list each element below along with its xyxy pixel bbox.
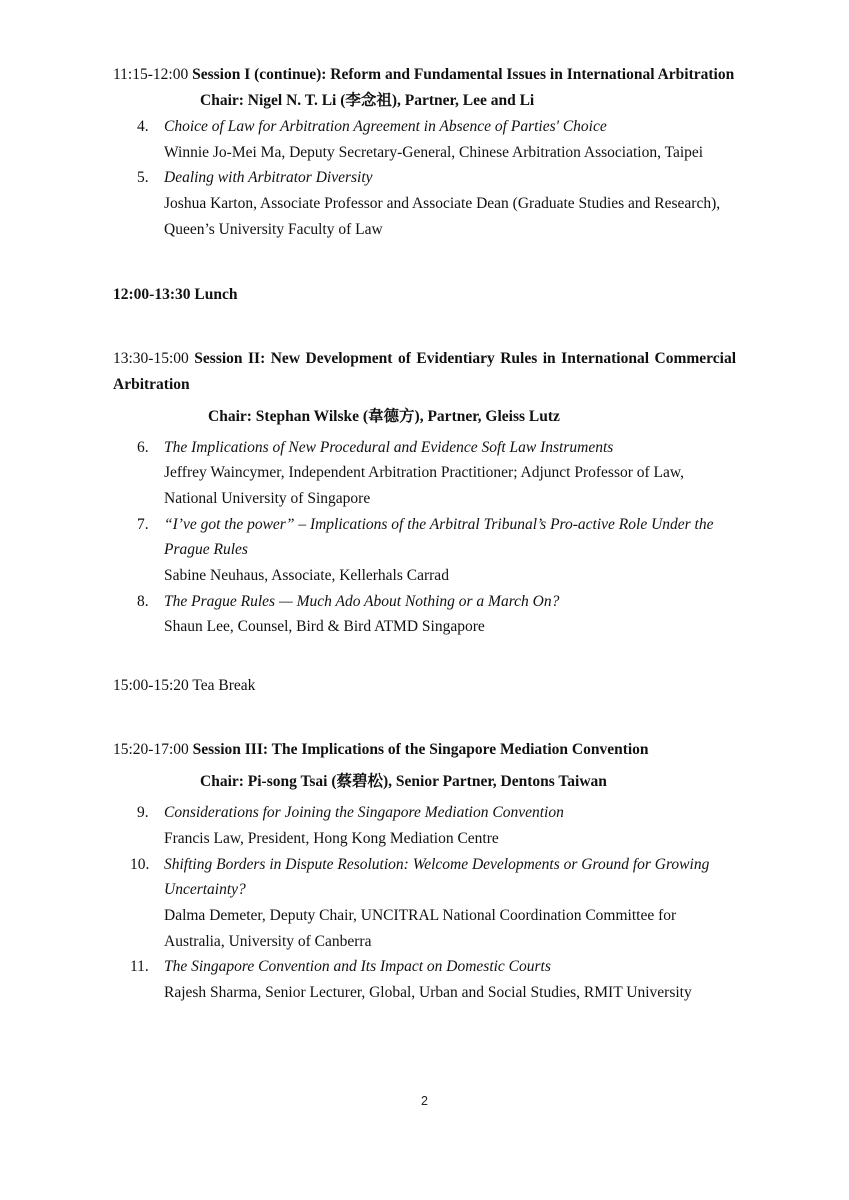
session-2-time: 13:30-15:00 [113, 349, 189, 367]
talk-speaker: Shaun Lee, Counsel, Bird & Bird ATMD Singapore [164, 618, 485, 636]
talk-title: Dealing with Arbitrator Diversity [164, 169, 373, 187]
talk-title: Shifting Borders in Dispute Resolution: Welcome Developments or Ground for Growing Uncertainty? [164, 855, 710, 899]
session-1-title: Session I (continue): Reform and Fundamental Issues in International Arbitration [192, 66, 735, 83]
talk-item [113, 954, 736, 1005]
document-page [113, 62, 736, 1006]
talk-title: “I’ve got the power” – Implications of the Arbitral Tribunal’s Pro-active Role Under the Prague Rules [164, 515, 714, 559]
session-3-talk-list [113, 800, 736, 1006]
session-2 [113, 346, 736, 641]
talk-title: The Prague Rules — Much Ado About Nothing or a March On? [164, 592, 560, 610]
lunch-break: 12:00-13:30 Lunch [113, 285, 238, 303]
session-1-chair: Chair: Nigel N. T. Li (李念祖), Partner, Lee and Li [200, 92, 535, 109]
session-2-title: Session II: New Development of Evidentiary Rules in International Commercial Arbitration [113, 349, 736, 393]
talk-speaker: Winnie Jo-Mei Ma, Deputy Secretary-General, Chinese Arbitration Association, Taipei [164, 143, 704, 161]
talk-item [113, 852, 736, 955]
talk-item [113, 165, 736, 242]
talk-speaker: Francis Law, President, Hong Kong Mediation Centre [164, 829, 499, 847]
tea-break: 15:00-15:20 Tea Break [113, 677, 256, 695]
session-1-heading [113, 62, 736, 88]
session-3-title: Session III: The Implications of the Singapore Mediation Convention [192, 741, 649, 759]
session-2-heading [113, 346, 736, 398]
session-1-talk-list [113, 114, 736, 243]
talk-number: 7. [137, 515, 149, 533]
talk-title: Choice of Law for Arbitration Agreement in Absence of Parties' Choice [164, 118, 607, 135]
talk-speaker: Sabine Neuhaus, Associate, Kellerhals Carrad [164, 567, 449, 585]
talk-title: The Implications of New Procedural and Evidence Soft Law Instruments [164, 438, 614, 456]
session-2-talk-list [113, 435, 736, 641]
talk-item [113, 589, 736, 640]
talk-number: 8. [137, 592, 149, 610]
session-3 [113, 737, 736, 1006]
talk-number: 5. [137, 169, 149, 187]
talk-speaker: Joshua Karton, Associate Professor and Associate Dean (Graduate Studies and Research), Queen’s University Faculty of Law [164, 195, 721, 238]
talk-number: 4. [137, 118, 149, 135]
session-3-heading [113, 737, 736, 763]
talk-title: Considerations for Joining the Singapore Mediation Convention [164, 804, 564, 822]
session-1-time: 11:15-12:00 [113, 66, 189, 83]
page-number: 2 [421, 1094, 428, 1108]
session-1 [113, 62, 736, 243]
session-2-chair: Chair: Stephan Wilske (韋德方), Partner, Gleiss Lutz [208, 407, 560, 425]
talk-number: 6. [137, 438, 149, 456]
talk-number: 10. [130, 855, 150, 873]
talk-speaker: Jeffrey Waincymer, Independent Arbitration Practitioner; Adjunct Professor of Law, National University of Singapore [164, 464, 684, 507]
talk-item [113, 800, 736, 851]
talk-speaker: Rajesh Sharma, Senior Lecturer, Global, Urban and Social Studies, RMIT University [164, 984, 692, 1002]
talk-item [113, 114, 736, 165]
talk-speaker: Dalma Demeter, Deputy Chair, UNCITRAL National Coordination Committee for Australia, University of Canberra [164, 906, 677, 950]
talk-number: 11. [130, 958, 149, 976]
talk-item [113, 435, 736, 512]
talk-title: The Singapore Convention and Its Impact on Domestic Courts [164, 958, 551, 976]
talk-number: 9. [137, 804, 149, 822]
session-3-time: 15:20-17:00 [113, 741, 189, 759]
session-3-chair: Chair: Pi-song Tsai (蔡碧松), Senior Partner, Dentons Taiwan [200, 773, 607, 791]
talk-item [113, 512, 736, 589]
